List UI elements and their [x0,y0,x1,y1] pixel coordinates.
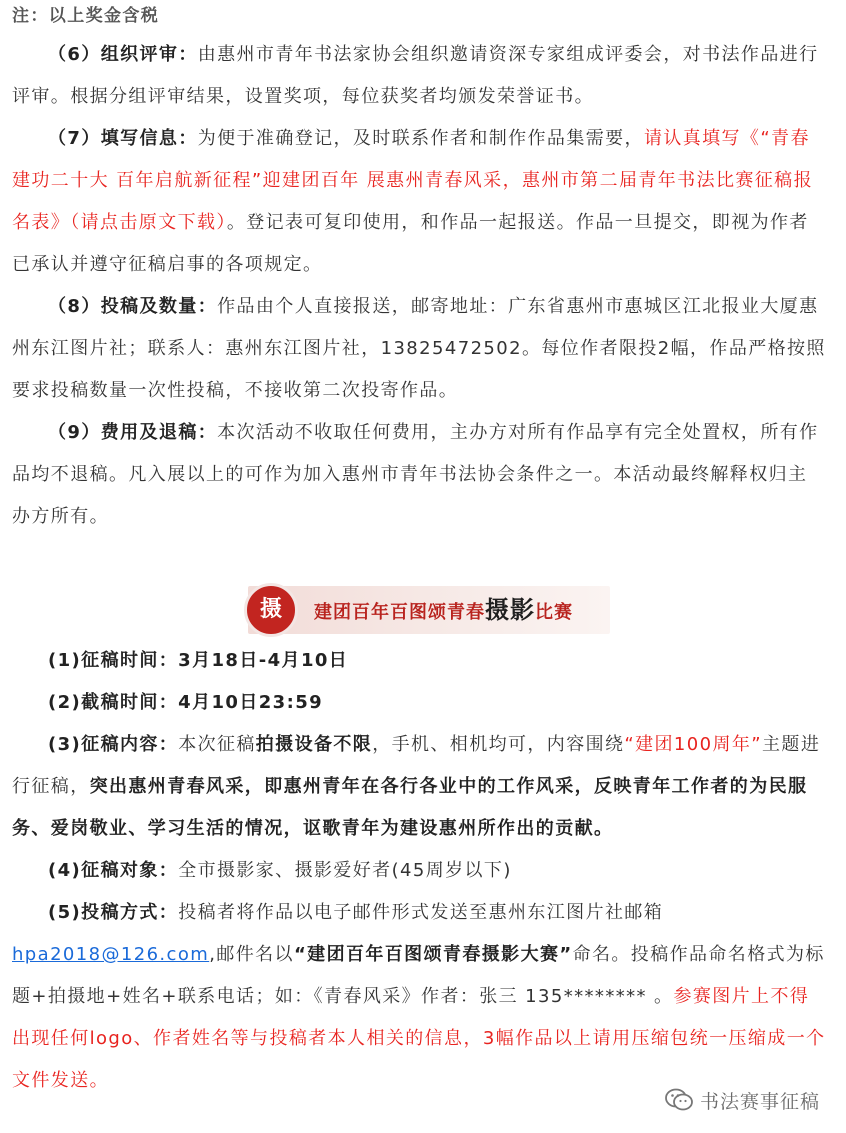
photo-item-3-text-2: ，手机、相机均可，内容围绕 [372,734,625,755]
item-6-text: 由惠州市青年书法家协会组织邀请资深专家组成评委会，对书法作品进行评审。根据分组评审结果，设置奖项，每位获奖者均颁发荣誉证书。 [12,44,819,107]
photo-item-1: (1)征稿时间：3月18日-4月10日 [48,650,349,671]
banner-strip [248,586,610,634]
tax-note: 注：以上奖金含税 [12,6,160,26]
registration-form-link[interactable]: 请认真填写《“青春建功二十大 百年启航新征程”迎建团百年 展惠州青春风采，惠州市第二届青年书法比赛征稿报名表》（请点击原文下载） [12,128,813,233]
item-8 [12,286,826,412]
photo-item-4-text: 全市摄影家、摄影爱好者(45周岁以下) [178,860,512,881]
photo-item-3-bold: 拍摄设备不限 [255,734,373,755]
watermark [664,1085,820,1115]
item-7-text: 为便于准确登记，及时联系作者和制作作品集需要， [197,128,644,149]
calligraphy-section [12,34,826,538]
photo-item-3-text-3: 主题进行征稿， [12,734,821,797]
photo-badge-icon: 摄 [244,583,298,637]
item-9 [12,412,826,538]
photo-item-2: (2)截稿时间：4月10日23:59 [48,692,324,713]
item-6 [12,34,826,118]
photo-item-5 [12,892,826,1102]
photo-item-5-bold: “建团百年百图颂青春摄影大赛” [293,944,573,965]
photo-section [12,640,826,1102]
photo-item-5-red: 参赛图片上不得出现任何logo、作者姓名等与投稿者本人相关的信息，3幅作品以上请用压缩包统一压缩成一个文件发送。 [12,986,826,1091]
photo-item-3-heading: (3)征稿内容： [48,734,179,755]
item-9-text: 本次活动不收取任何费用，主办方对所有作品享有完全处置权，所有作品均不退稿。凡入展以上的可作为加入惠州市青年书法协会条件之一。本活动最终解释权归主办方所有。 [12,422,819,527]
item-8-heading: （8）投稿及数量： [48,296,218,317]
banner-title-post: 比赛 [535,602,573,623]
email-link[interactable]: hpa2018@126.com [12,944,210,965]
photo-item-5-text-2: ,邮件名以 [209,944,294,965]
banner-title-pre: 建团百年百图颂青春 [314,602,485,623]
photo-item-4 [12,850,826,892]
item-9-heading: （9）费用及退稿： [48,422,218,443]
photo-item-3-red: “建团100周年” [624,734,763,755]
photo-item-3-bold-2: 突出惠州青春风采，即惠州青年在各行各业中的工作风采，反映青年工作者的为民服务、爱岗敬业、学习生活的情况，讴歌青年为建设惠州所作出的贡献。 [12,776,808,839]
photo-item-3 [12,724,826,850]
item-8-text: 作品由个人直接报送，邮寄地址：广东省惠州市惠城区江北报业大厦惠州东江图片社；联系人：惠州东江图片社，13825472502。每位作者限投2幅，作品严格按照要求投稿数量一次性投稿，不接收第二次投寄作品。 [12,296,826,401]
banner-title-big: 摄影 [485,596,535,624]
photo-item-5-heading: (5)投稿方式： [48,902,179,923]
photo-item-4-heading: (4)征稿对象： [48,860,179,881]
item-6-heading: （6）组织评审： [48,44,198,65]
item-7-heading: （7）填写信息： [48,128,198,149]
document-page [12,0,826,1102]
photo-item-3-text: 本次征稿 [178,734,256,755]
item-7-text-2: 。登记表可复印使用，和作品一起报送。作品一旦提交，即视为作者已承认并遵守征稿启事的各项规定。 [12,212,809,275]
photo-item-5-text: 投稿者将作品以电子邮件形式发送至惠州东江图片社邮箱 [178,902,664,923]
banner-title [314,586,573,634]
watermark-text: 书法赛事征稿 [699,1090,820,1113]
photo-section-banner [12,538,826,658]
photo-item-5-text-3: 命名。投稿作品命名格式为标题+拍摄地+姓名+联系电话；如：《青春风采》作者：张三 135******** 。 [12,944,825,1007]
wechat-icon [664,1087,694,1113]
item-7 [12,118,826,286]
